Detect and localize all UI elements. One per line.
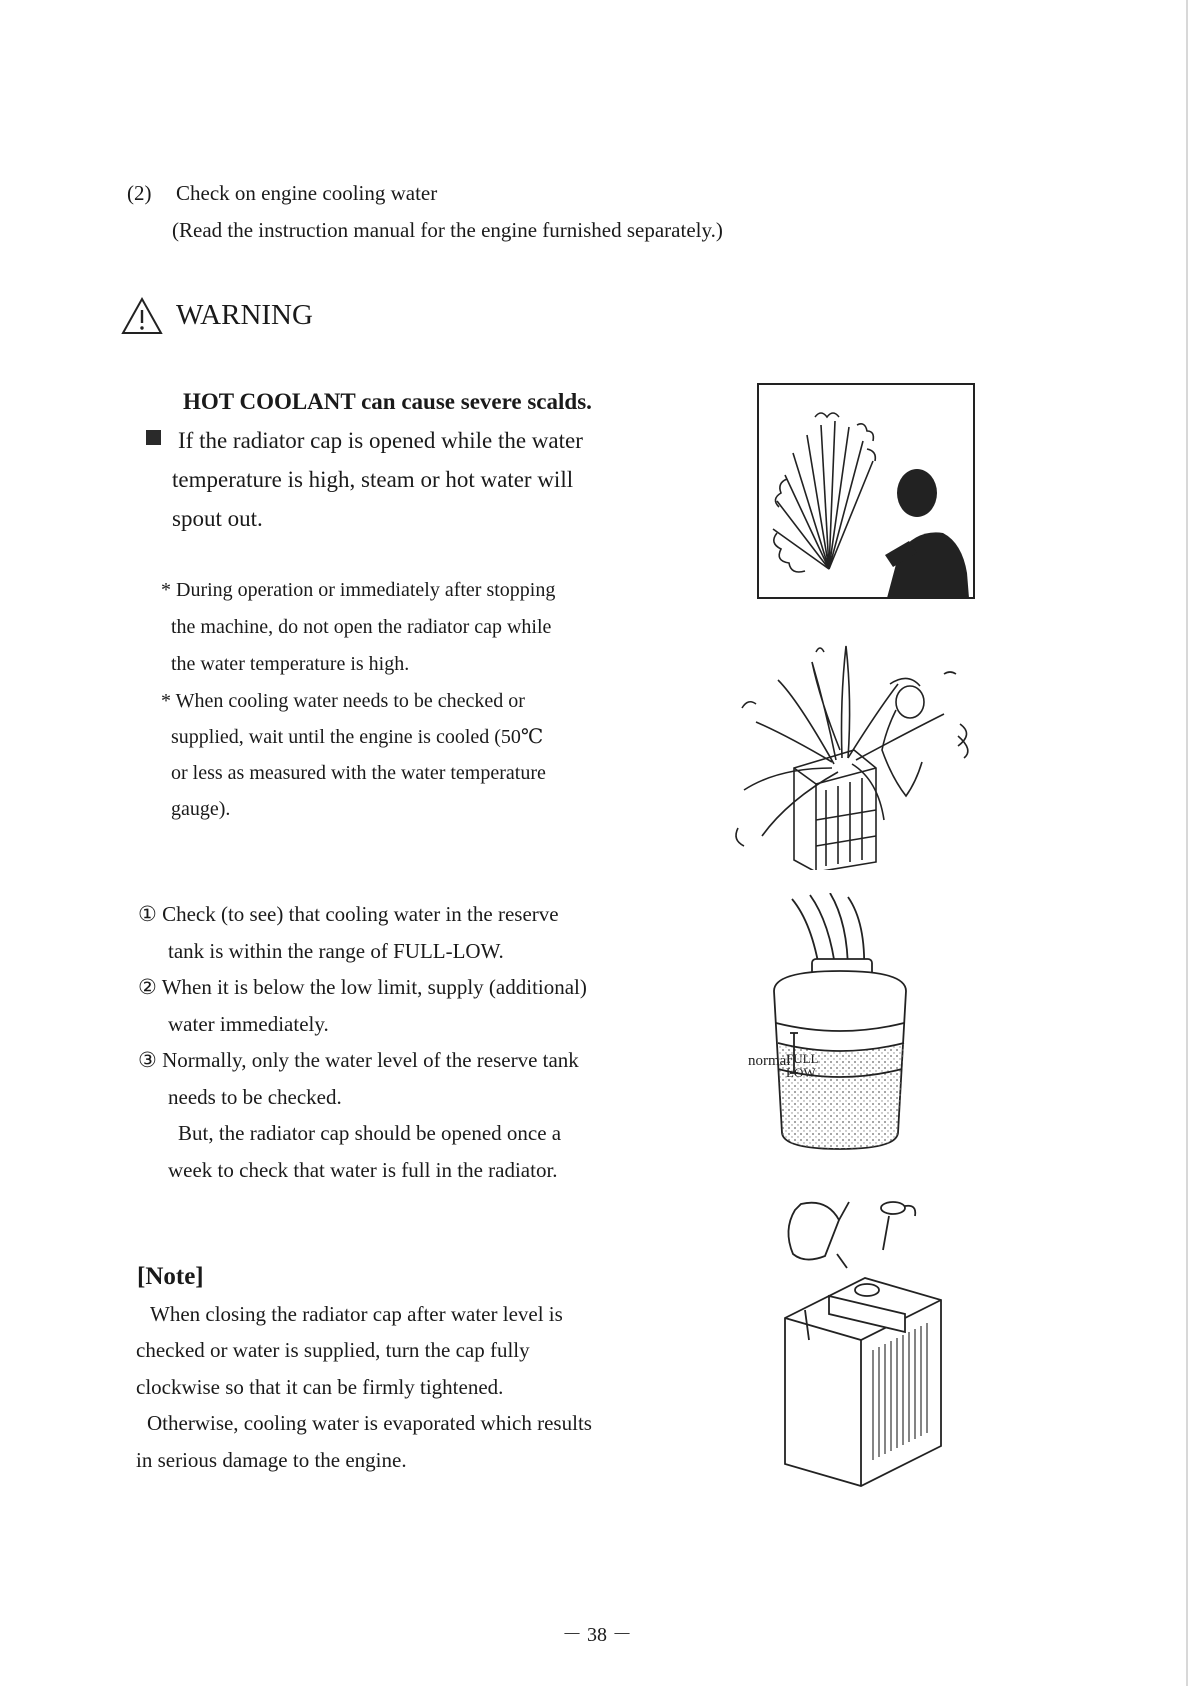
warning-note-line: supplied, wait until the engine is cooled (50℃ — [171, 726, 544, 748]
step-line: ③ Normally, only the water level of the reserve tank — [138, 1048, 579, 1072]
note-line: Otherwise, cooling water is evaporated which results — [147, 1411, 592, 1435]
step-line: ① Check (to see) that cooling water in the reserve — [138, 902, 559, 926]
warning-note-line: * When cooling water needs to be checked or — [161, 690, 525, 712]
steam-warning-pictogram — [757, 383, 975, 599]
step-line: tank is within the range of FULL-LOW. — [168, 939, 504, 963]
warning-note-line: the water temperature is high. — [171, 653, 410, 675]
reserve-tank-illustration — [740, 893, 975, 1153]
step-line: But, the radiator cap should be opened once a — [178, 1121, 562, 1145]
warning-note-line: or less as measured with the water temperature — [171, 762, 546, 784]
warning-note-line: the machine, do not open the radiator cap while — [171, 616, 552, 638]
radiator-spray-illustration — [728, 640, 990, 870]
section-title: Check on engine cooling water — [176, 181, 438, 205]
warning-note-line: gauge). — [171, 798, 231, 820]
warning-note-line: * During operation or immediately after stopping — [161, 579, 556, 601]
note-line: clockwise so that it can be firmly tightened. — [136, 1375, 504, 1399]
note-heading: [Note] — [137, 1263, 204, 1290]
step-line: needs to be checked. — [168, 1085, 342, 1109]
page-number: － 38 － — [562, 1624, 632, 1646]
warning-headline: HOT COOLANT can cause severe scalds. — [183, 389, 592, 414]
tank-normal-label: normal — [748, 1053, 791, 1069]
note-line: checked or water is supplied, turn the cap fully — [136, 1338, 530, 1362]
scan-edge — [1186, 0, 1188, 1686]
tank-low-label: LOW — [786, 1065, 816, 1080]
section-number: (2) — [127, 181, 152, 205]
warning-bullet-line: spout out. — [172, 506, 263, 531]
note-line: in serious damage to the engine. — [136, 1448, 407, 1472]
step-line: water immediately. — [168, 1012, 329, 1036]
bullet-square-icon — [146, 430, 161, 445]
note-line: When closing the radiator cap after water level is — [150, 1302, 563, 1326]
step-line: week to check that water is full in the radiator. — [168, 1158, 558, 1182]
warning-bullet-line: temperature is high, steam or hot water will — [172, 467, 574, 492]
warning-triangle-icon — [120, 296, 164, 336]
tank-full-label: FULL — [786, 1051, 819, 1066]
warning-label: WARNING — [176, 299, 313, 331]
step-line: ② When it is below the low limit, supply (additional) — [138, 975, 587, 999]
warning-bullet-line: If the radiator cap is opened while the water — [178, 428, 583, 453]
section-subtitle: (Read the instruction manual for the engine furnished separately.) — [172, 218, 723, 242]
radiator-fill-illustration — [765, 1190, 955, 1490]
